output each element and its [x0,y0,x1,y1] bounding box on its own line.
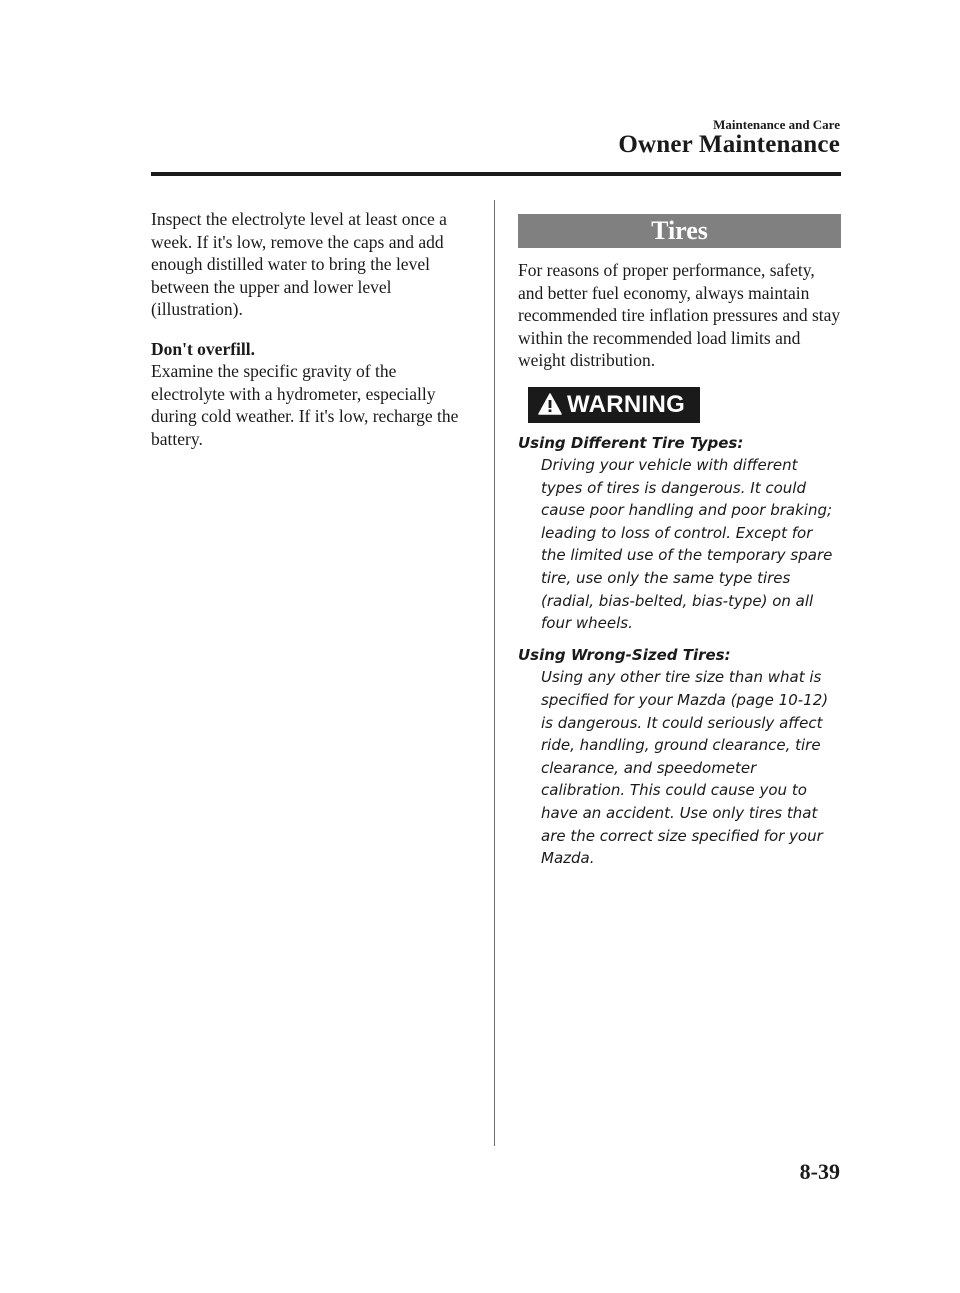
section-label: Maintenance and Care [713,117,840,132]
warning-item-heading: Using Different Tire Types: [518,433,744,452]
warning-item [518,644,841,870]
header-rule [151,172,841,176]
specific-gravity-paragraph: Examine the specific gravity of the electrolyte with a hydrometer, especially during cold weather. If it's low, recharge the battery. [151,361,459,449]
left-column [151,208,473,450]
warning-item [518,432,841,635]
tires-section-banner: Tires [518,214,841,248]
warning-item-heading: Using Wrong-Sized Tires: [518,645,731,664]
page-number: 8-39 [799,1159,840,1184]
chapter-title: Owner Maintenance [618,131,840,158]
right-column [518,214,841,870]
battery-inspection-paragraph: Inspect the electrolyte level at least once a week. If it's low, remove the caps and add enough distilled water to bring the level between the upper and lower level (illustration). [151,209,447,319]
warning-label: WARNING [567,390,686,418]
warning-item-body: Using any other tire size than what is specified for your Mazda (page 10-12) is dangerous. It could seriously affect ride, handling, ground clearance, tire clearance, and speedometer calibration. This could cause you to have an accident. Use only tires that are the correct size specified for your Mazda. [541,668,829,868]
tires-intro-paragraph: For reasons of proper performance, safety, and better fuel economy, always maintain recommended tire inflation pressures and stay within the recommended load limits and weight distribution. [518,260,841,370]
warning-badge [528,387,700,423]
column-divider [494,200,495,1146]
overfill-heading: Don't overfill. [151,338,256,359]
warning-item-body: Driving your vehicle with different types of tires is dangerous. It could cause poor handling and poor braking; leading to loss of control. Except for the limited use of the temporary spare tire, use only the same type tires (radial, bias-belted, bias-type) on all four wheels. [541,456,833,633]
warning-triangle-icon [538,393,562,420]
